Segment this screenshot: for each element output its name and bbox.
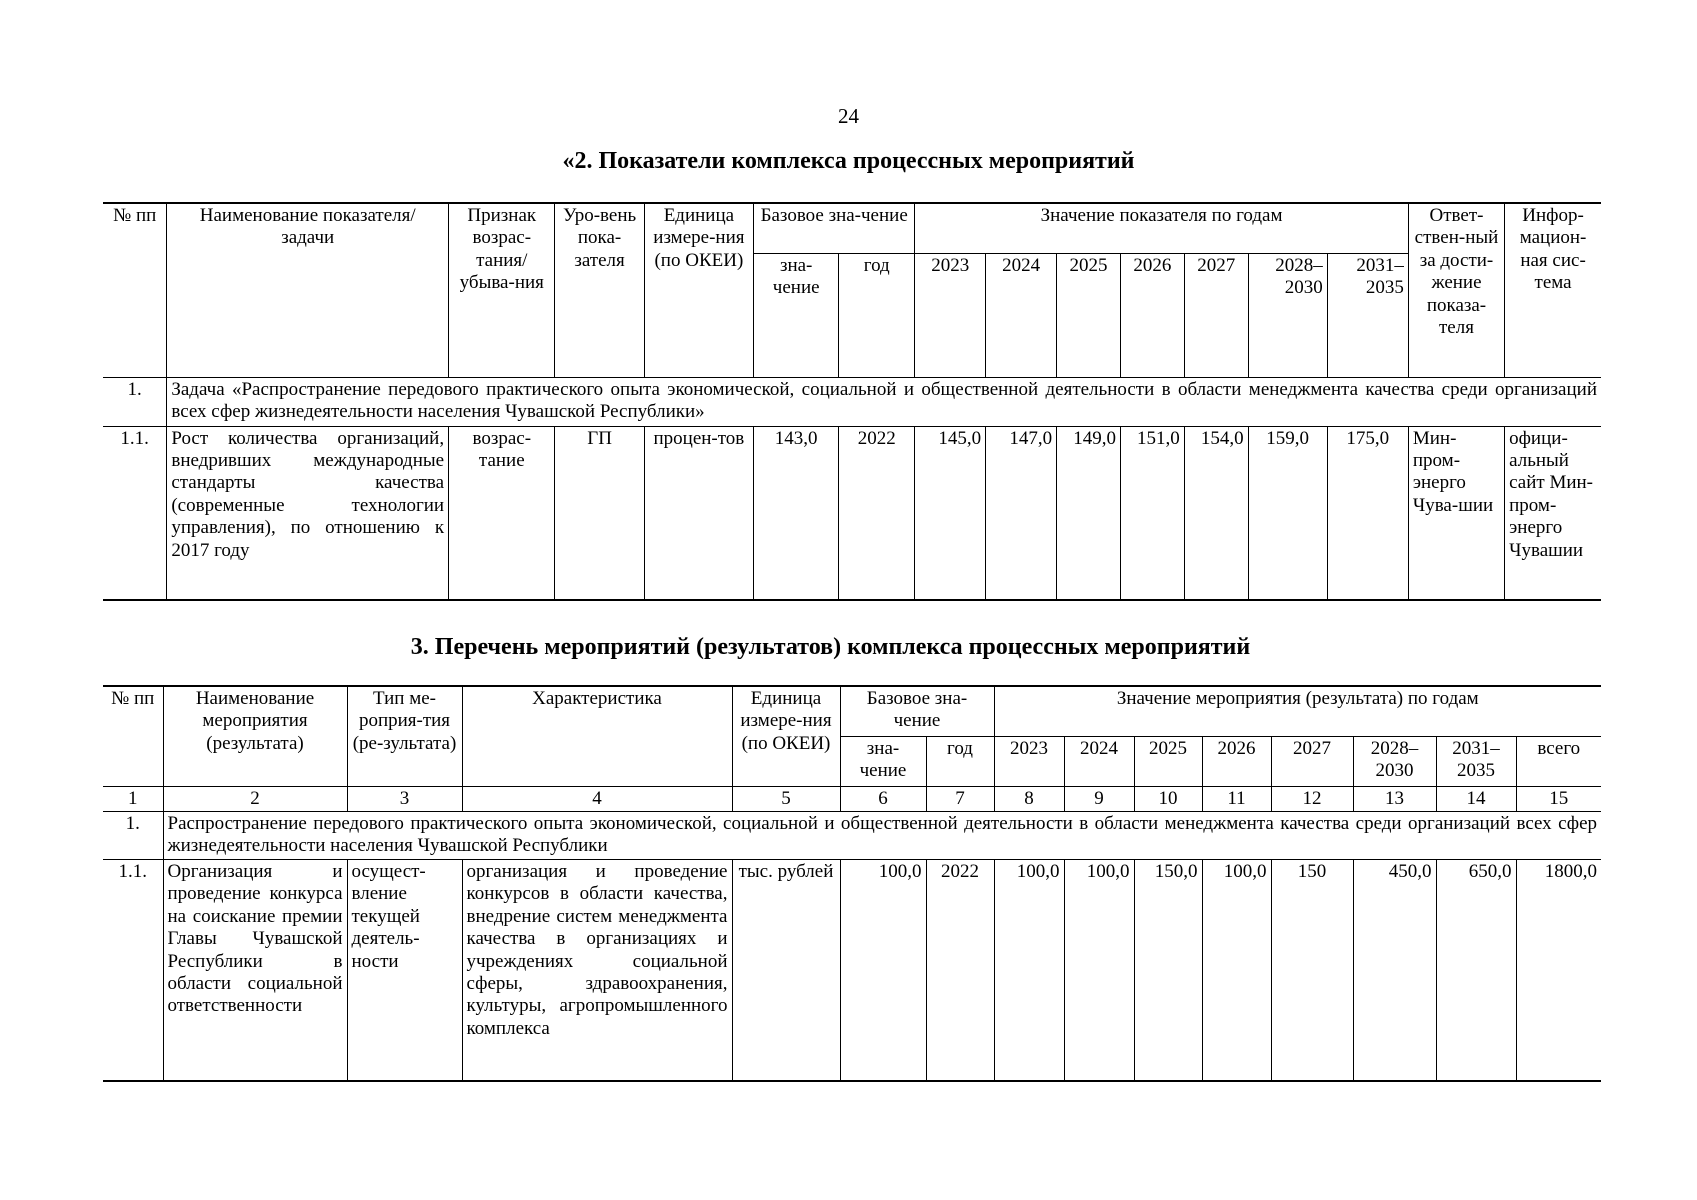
header-year: 2031–2035	[1327, 253, 1408, 377]
header-year: 2025	[1057, 253, 1121, 377]
header-info-system: Инфор-мацион-ная сис-тема	[1505, 203, 1601, 377]
header-base-year: год	[926, 736, 994, 786]
header-year-total: всего	[1516, 736, 1601, 786]
header-values-by-year: Значение мероприятия (результата) по годам	[994, 686, 1601, 736]
value-cell: 100,0	[1064, 859, 1134, 1081]
row-num: 1.1.	[103, 859, 163, 1081]
value-cell: 175,0	[1327, 426, 1408, 600]
value-cell: 650,0	[1436, 859, 1516, 1081]
value-cell: 100,0	[994, 859, 1064, 1081]
column-number: 3	[347, 786, 462, 811]
base-value: 100,0	[840, 859, 926, 1081]
activity-type: осущест-вление текущей деятель-ности	[347, 859, 462, 1081]
indicators-table	[103, 202, 1601, 601]
responsible: Мин-пром-энерго Чува-шии	[1408, 426, 1504, 600]
task-num: 1.	[103, 811, 163, 859]
header-level: Уро-вень пока-зателя	[555, 203, 644, 377]
task-text: Распространение передового практического опыта экономической, социальной и общественной деятельности в области менеджмента качества среди организаций всех сфер жизнедеятельности населения Чувашской Республики	[163, 811, 1601, 859]
column-number: 14	[1436, 786, 1516, 811]
column-number: 11	[1202, 786, 1271, 811]
value-cell: 450,0	[1353, 859, 1436, 1081]
activities-table	[103, 685, 1601, 1082]
value-cell: 150,0	[1134, 859, 1202, 1081]
header-responsible: Ответ-ствен-ный за дости-жение показа-теля	[1408, 203, 1504, 377]
header-values-by-year: Значение показателя по годам	[915, 203, 1409, 253]
header-year: 2027	[1184, 253, 1248, 377]
header-year: 2024	[986, 253, 1057, 377]
value-cell: 154,0	[1184, 426, 1248, 600]
section2-title: «2. Показатели комплекса процессных мероприятий	[562, 148, 1135, 174]
header-year: 2028–2030	[1353, 736, 1436, 786]
header-activity-name: Наименование мероприятия (результата)	[163, 686, 347, 786]
page-number: 24	[838, 104, 859, 128]
info-system: офици-альный сайт Мин-пром-энерго Чувашии	[1505, 426, 1601, 600]
value-cell: 150	[1271, 859, 1353, 1081]
indicator-level: ГП	[555, 426, 644, 600]
header-sign: Признак возрас-тания/ убыва-ния	[449, 203, 555, 377]
header-year: 2024	[1064, 736, 1134, 786]
header-year: 2023	[915, 253, 986, 377]
header-year: 2027	[1271, 736, 1353, 786]
column-number: 12	[1271, 786, 1353, 811]
header-base: Базовое зна-чение	[754, 203, 915, 253]
indicator-sign: возрас-тание	[449, 426, 555, 600]
header-base-value: зна-чение	[840, 736, 926, 786]
indicator-name: Рост количества организаций, внедривших международные стандарты качества (современные технологии управления), по отношению к 2017 году	[167, 426, 449, 600]
activity-name: Организация и проведение конкурса на соискание премии Главы Чувашской Республики в области социальной ответственности	[163, 859, 347, 1081]
header-year: 2028–2030	[1248, 253, 1327, 377]
column-number: 5	[732, 786, 840, 811]
task-text: Задача «Распространение передового практического опыта экономической, социальной и общественной деятельности в области менеджмента качества среди организаций всех сфер жизнедеятельности населения Чувашской Республики»	[167, 377, 1601, 426]
header-num: № пп	[103, 686, 163, 786]
header-year: 2025	[1134, 736, 1202, 786]
activity-unit: тыс. рублей	[732, 859, 840, 1081]
column-number: 8	[994, 786, 1064, 811]
column-number: 6	[840, 786, 926, 811]
header-num: № пп	[103, 203, 167, 377]
header-base-year: год	[839, 253, 915, 377]
header-base-value: зна-чение	[754, 253, 839, 377]
column-number: 4	[462, 786, 732, 811]
base-year: 2022	[926, 859, 994, 1081]
value-cell: 151,0	[1120, 426, 1184, 600]
header-unit: Единица измере-ния (по ОКЕИ)	[732, 686, 840, 786]
header-year: 2026	[1120, 253, 1184, 377]
column-number: 2	[163, 786, 347, 811]
indicator-unit: процен-тов	[644, 426, 753, 600]
column-number: 15	[1516, 786, 1601, 811]
activity-characteristic: организация и проведение конкурсов в области качества, внедрение систем менеджмента качества в организациях и учреждениях социальной сферы, здравоохранения, культуры, агропромышленного комплекса	[462, 859, 732, 1081]
column-number: 10	[1134, 786, 1202, 811]
header-type: Тип ме-роприя-тия (ре-зультата)	[347, 686, 462, 786]
header-characteristic: Характеристика	[462, 686, 732, 786]
column-number: 13	[1353, 786, 1436, 811]
value-cell-total: 1800,0	[1516, 859, 1601, 1081]
header-year: 2026	[1202, 736, 1271, 786]
value-cell: 100,0	[1202, 859, 1271, 1081]
value-cell: 145,0	[915, 426, 986, 600]
header-unit: Единица измере-ния (по ОКЕИ)	[644, 203, 753, 377]
header-indicator-name: Наименование показателя/ задачи	[167, 203, 449, 377]
header-base: Базовое зна-чение	[840, 686, 994, 736]
column-number: 1	[103, 786, 163, 811]
header-year: 2031–2035	[1436, 736, 1516, 786]
header-year: 2023	[994, 736, 1064, 786]
section3-title: 3. Перечень мероприятий (результатов) комплекса процессных мероприятий	[410, 634, 1251, 660]
value-cell: 149,0	[1057, 426, 1121, 600]
value-cell: 147,0	[986, 426, 1057, 600]
base-value: 143,0	[754, 426, 839, 600]
value-cell: 159,0	[1248, 426, 1327, 600]
row-num: 1.1.	[103, 426, 167, 600]
task-num: 1.	[103, 377, 167, 426]
column-number: 9	[1064, 786, 1134, 811]
base-year: 2022	[839, 426, 915, 600]
column-number: 7	[926, 786, 994, 811]
